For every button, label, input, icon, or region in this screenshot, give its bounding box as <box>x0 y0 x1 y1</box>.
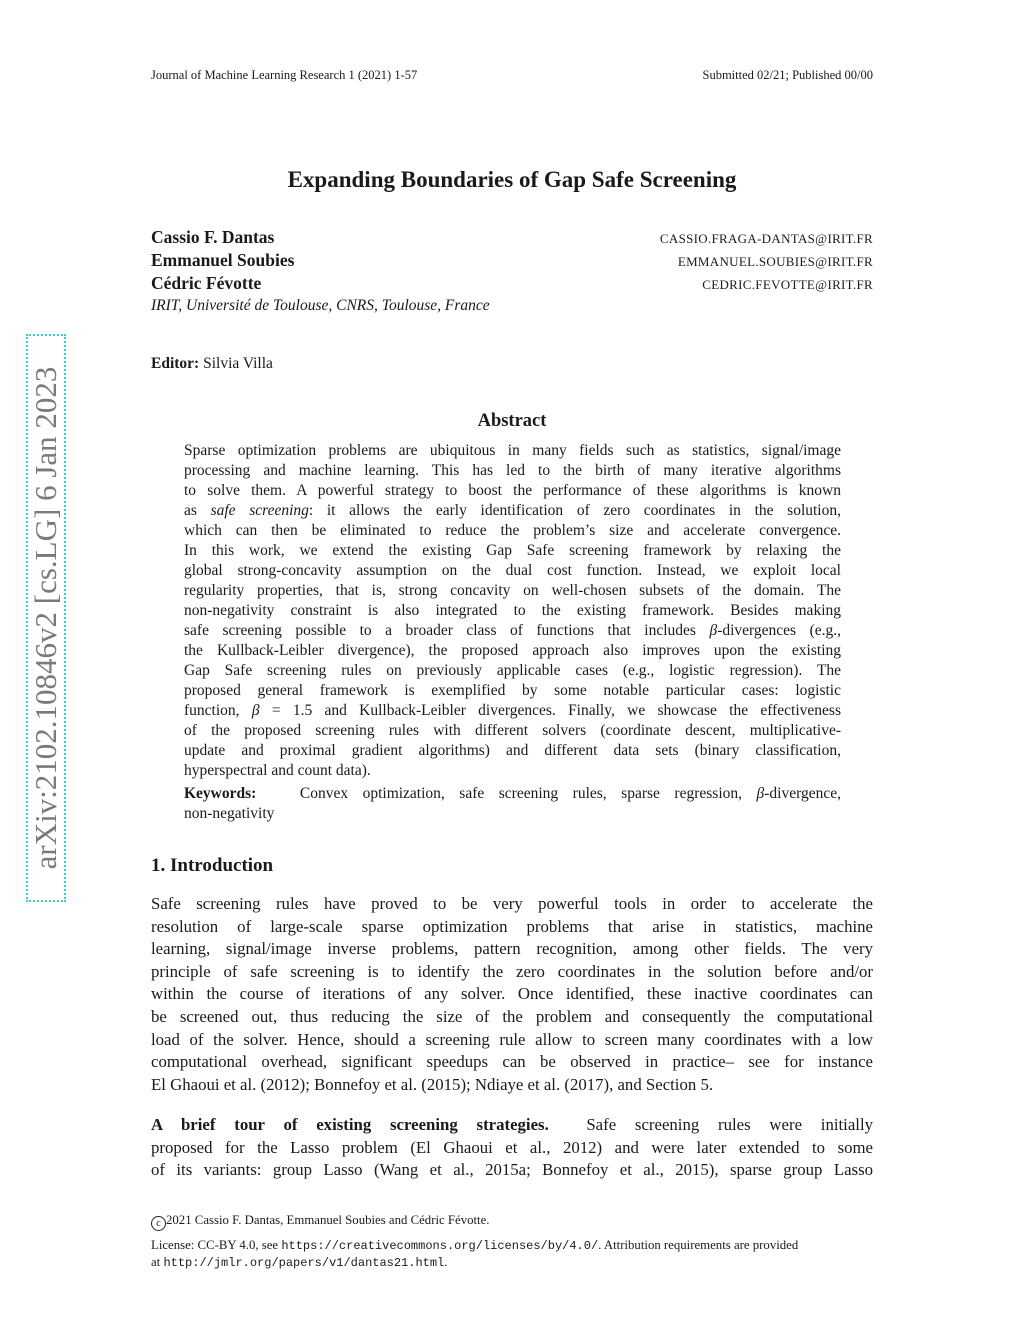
paper-title: Expanding Boundaries of Gap Safe Screening <box>287 167 737 192</box>
abstract-text-line <box>184 741 841 761</box>
at-text: at <box>151 1255 164 1269</box>
text-segment: safe screening <box>210 502 309 519</box>
text-segment: processing and machine learning. This has led to the birth of many iterative algorithms <box>184 462 841 479</box>
text-segment: update and proximal gradient algorithms) and different data sets (binary classification, <box>184 742 841 759</box>
text-segment: El Ghaoui et al. (2012); Bonnefoy et al. (2015); Ndiaye et al. (2017), and Section 5. <box>151 1074 714 1094</box>
abstract-text-line <box>184 581 841 601</box>
text-segment: = 1.5 and Kullback-Leibler divergences. Finally, we showcase the effectiveness <box>259 702 841 719</box>
text-segment: safe screening possible to a broader class of functions that includes <box>184 622 710 639</box>
paper-url-line <box>151 1255 448 1270</box>
paper-link[interactable]: http://jmlr.org/papers/v1/dantas21.html <box>163 1256 445 1270</box>
license-line <box>151 1238 798 1253</box>
text-segment: which can then be eliminated to reduce the problem’s size and accelerate convergence. <box>184 522 841 539</box>
abstract-text-line <box>184 541 841 561</box>
abstract-text-line <box>184 804 841 824</box>
copyright-text: 2021 Cassio F. Dantas, Emmanuel Soubies and Cédric Févotte. <box>166 1213 490 1227</box>
license-suffix: . Attribution requirements are provided <box>598 1238 799 1252</box>
abstract-text-line <box>184 784 841 804</box>
introduction-text-line <box>151 983 873 1005</box>
text-segment: of the proposed screening rules with different solvers (coordinate descent, multiplicative- <box>184 722 841 739</box>
text-segment: to solve them. A powerful strategy to boost the performance of these algorithms is known <box>184 482 841 499</box>
text-segment: load of the solver. Hence, should a screening rule allow to screen many coordinates with a low <box>151 1029 873 1049</box>
abstract-text-line <box>184 701 841 721</box>
editor-label: Editor: <box>151 355 200 372</box>
text-segment: within the course of iterations of any solver. Once identified, these inactive coordinates can <box>151 984 873 1004</box>
submission-dates: Submitted 02/21; Published 00/00 <box>702 68 873 82</box>
editor-line <box>151 355 273 373</box>
journal-header: Journal of Machine Learning Research 1 (2021) 1-57 <box>151 68 418 82</box>
author-name: Emmanuel Soubies <box>151 250 295 270</box>
abstract-text-line <box>184 501 841 521</box>
abstract-text-line <box>184 661 841 681</box>
editor-name: Silvia Villa <box>203 355 273 372</box>
text-segment: non-negativity <box>184 805 275 822</box>
text-segment: Convex optimization, safe screening rules, sparse regression, <box>256 785 757 802</box>
license-link[interactable]: https://creativecommons.org/licenses/by/4.0/ <box>281 1239 599 1253</box>
introduction-text-line <box>151 1029 873 1051</box>
text-segment: regularity properties, that is, strong concavity on well-chosen subsets of the domain. The <box>184 582 841 599</box>
license-prefix: License: CC-BY 4.0, see <box>151 1238 282 1252</box>
text-segment: proposed for the Lasso problem (El Ghaoui et al., 2012) and were later extended to some <box>151 1137 873 1157</box>
text-segment: : it allows the early identification of zero coordinates in the solution, <box>308 502 841 519</box>
text-segment: principle of safe screening is to identify the zero coordinates in the solution before and/or <box>151 961 873 981</box>
abstract-text-line <box>184 681 841 701</box>
text-segment: β <box>709 622 718 639</box>
text-segment: resolution of large-scale sparse optimization problems that arise in statistics, machine <box>151 916 873 936</box>
text-segment: β <box>756 785 765 802</box>
abstract-text-line <box>184 481 841 501</box>
text-segment: Keywords: <box>184 785 257 802</box>
introduction-text-line <box>151 916 873 938</box>
introduction-text-line <box>151 1006 873 1028</box>
abstract-text-line <box>184 621 841 641</box>
text-segment: be screened out, thus reducing the size of the problem and consequently the computational <box>151 1007 873 1026</box>
introduction-text-line <box>151 893 873 915</box>
text-segment: proposed general framework is exemplified by some notable particular cases: logistic <box>184 682 841 699</box>
text-segment: -divergences (e.g., <box>717 622 841 639</box>
author-email: CASSIO.FRAGA-DANTAS@IRIT.FR <box>659 231 873 246</box>
text-segment: In this work, we extend the existing Gap Safe screening framework by relaxing the <box>184 542 841 559</box>
text-segment: as <box>184 502 211 519</box>
text-segment: function, <box>184 702 252 719</box>
copyright-icon: c <box>151 1216 166 1231</box>
text-segment: Safe screening rules were initially <box>548 1115 873 1134</box>
introduction-text-line <box>151 938 873 960</box>
author-email: EMMANUEL.SOUBIES@IRIT.FR <box>677 254 873 269</box>
text-segment: -divergence, <box>764 785 841 802</box>
introduction-text-line <box>151 1159 873 1181</box>
text-segment: of its variants: group Lasso (Wang et al., 2015a; Bonnefoy et al., 2015), sparse group Lasso <box>151 1160 873 1180</box>
introduction-text-line <box>151 1051 873 1073</box>
abstract-text-line <box>184 521 841 541</box>
abstract-text-line <box>184 641 841 661</box>
affiliation: IRIT, Université de Toulouse, CNRS, Toulouse, France <box>151 297 490 314</box>
text-segment: non-negativity constraint is also integrated to the existing framework. Besides making <box>184 602 841 619</box>
text-segment: A brief tour of existing screening strategies. <box>151 1115 549 1134</box>
author-name: Cassio F. Dantas <box>151 227 275 247</box>
abstract-text-line <box>184 761 841 781</box>
text-segment: β <box>251 702 260 719</box>
text-segment: learning, signal/image inverse problems, pattern recognition, among other fields. The very <box>151 939 873 959</box>
author-email: CEDRIC.FEVOTTE@IRIT.FR <box>702 277 873 292</box>
author-name: Cédric Févotte <box>151 273 262 293</box>
period: . <box>444 1255 448 1269</box>
text-segment: computational overhead, significant speedups can be observed in practice– see for instance <box>151 1052 873 1072</box>
text-segment: Safe screening rules have proved to be very powerful tools in order to accelerate the <box>151 894 873 913</box>
abstract-text-line <box>184 721 841 741</box>
abstract-text-line <box>184 561 841 581</box>
text-segment: the Kullback-Leibler divergence), the proposed approach also improves upon the existing <box>184 642 841 659</box>
abstract-text-line <box>184 601 841 621</box>
arxiv-stamp-text: arXiv:2102.10846v2 [cs.LG] 6 Jan 2023 <box>28 366 63 870</box>
introduction-text-line <box>151 961 873 983</box>
abstract-text-line <box>184 441 841 461</box>
copyright-line <box>151 1213 489 1231</box>
introduction-text-line <box>151 1074 873 1096</box>
introduction-text-line <box>151 1114 873 1136</box>
section-heading-introduction: 1. Introduction <box>151 855 274 876</box>
text-segment: Gap Safe screening rules on previously applicable cases (e.g., logistic regression). The <box>184 662 841 679</box>
text-segment: global strong-concavity assumption on the dual cost function. Instead, we exploit local <box>184 562 841 579</box>
text-segment: Sparse optimization problems are ubiquitous in many fields such as statistics, signal/image <box>184 442 841 459</box>
text-segment: hyperspectral and count data). <box>184 762 371 779</box>
abstract-text-line <box>184 461 841 481</box>
introduction-text-line <box>151 1137 873 1159</box>
abstract-heading: Abstract <box>477 411 547 431</box>
